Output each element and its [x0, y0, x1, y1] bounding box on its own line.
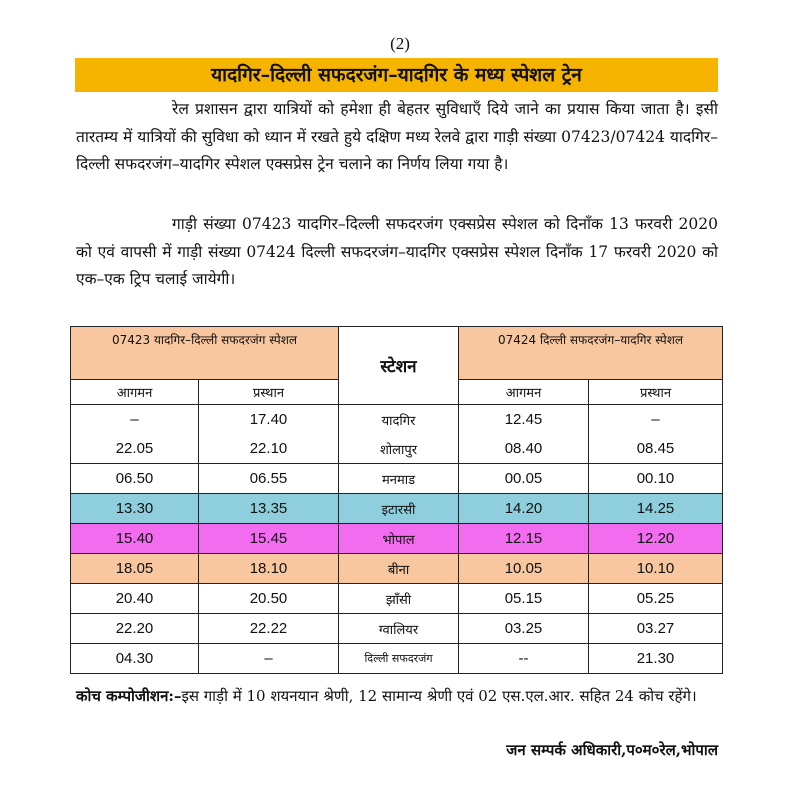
table-row	[71, 554, 723, 584]
departure-header: प्रस्थान	[199, 380, 339, 405]
departure-cell: 15.45	[199, 524, 339, 554]
arrival-cell: 05.15	[459, 584, 589, 614]
departure-cell: 06.55	[199, 464, 339, 494]
signature: जन सम्पर्क अधिकारी,प०म०रेल,भोपाल	[506, 741, 718, 759]
arrival-cell: 10.05	[459, 554, 589, 584]
station-cell: यादगिर	[339, 405, 459, 435]
page-number: (2)	[390, 34, 410, 53]
departure-cell: 10.10	[589, 554, 723, 584]
coach-composition-text: इस गाड़ी में 10 शयनयान श्रेणी, 12 सामान्य श्रेणी एवं 02 एस.एल.आर. सहित 24 कोच रहेंगे।	[181, 687, 697, 705]
coach-composition	[76, 684, 718, 709]
station-cell: मनमाड	[339, 464, 459, 494]
departure-cell: 18.10	[199, 554, 339, 584]
departure-cell: 21.30	[589, 644, 723, 674]
coach-composition-label: कोच कम्पोजीशन:–	[76, 687, 182, 705]
paragraph-schedule: गाड़ी संख्या 07423 यादगिर–दिल्ली सफदरजंग एक्सप्रेस स्पेशल को दिनाँक 13 फरवरी 2020 को एवं वापसी में गाड़ी संख्या 07424 दिल्ली सफदरजंग–यादगिर एक्सप्रेस स्पेशल दिनाँक 17 फरवरी 2020 को एक–एक ट्रिप चलाई जायेगी।	[76, 215, 718, 288]
arrival-cell: --	[459, 644, 589, 674]
table-row	[71, 434, 723, 464]
departure-cell: 13.35	[199, 494, 339, 524]
arrival-cell: 22.20	[71, 614, 199, 644]
departure-cell: 00.10	[589, 464, 723, 494]
arrival-cell: 04.30	[71, 644, 199, 674]
table-row	[71, 464, 723, 494]
departure-header: प्रस्थान	[589, 380, 723, 405]
departure-cell: 22.22	[199, 614, 339, 644]
departure-cell: 03.27	[589, 614, 723, 644]
arrival-header: आगमन	[459, 380, 589, 405]
arrival-header: आगमन	[71, 380, 199, 405]
arrival-cell: 03.25	[459, 614, 589, 644]
station-cell: दिल्ली सफदरजंग	[339, 644, 459, 674]
departure-cell: 17.40	[199, 405, 339, 435]
departure-cell: –	[589, 405, 723, 435]
departure-cell: 08.45	[589, 434, 723, 464]
station-cell: शोलापुर	[339, 434, 459, 464]
arrival-cell: 06.50	[71, 464, 199, 494]
station-cell: भोपाल	[339, 524, 459, 554]
arrival-cell: –	[71, 405, 199, 435]
arrival-cell: 22.05	[71, 434, 199, 464]
table-row	[71, 614, 723, 644]
departure-cell: –	[199, 644, 339, 674]
departure-cell: 14.25	[589, 494, 723, 524]
table-row	[71, 644, 723, 674]
station-column-header: स्टेशन	[339, 327, 459, 405]
station-cell: ग्वालियर	[339, 614, 459, 644]
arrival-cell: 08.40	[459, 434, 589, 464]
departure-cell: 20.50	[199, 584, 339, 614]
paragraph-intro: रेल प्रशासन द्वारा यात्रियों को हमेशा ही बेहतर सुविधाएँ दिये जाने का प्रयास किया जाता है। इसी तारतम्य में यात्रियों की सुविधा को ध्यान में रखते हुये दक्षिण मध्य रेलवे द्वारा गाड़ी संख्या 07423/07424 यादगिर–दिल्ली सफदरजंग–यादगिर स्पेशल एक्सप्रेस ट्रेन चलाने का निर्णय लिया गया है।	[76, 100, 718, 173]
table-row	[71, 494, 723, 524]
arrival-cell: 15.40	[71, 524, 199, 554]
table-header-row	[71, 327, 723, 380]
departure-cell: 05.25	[589, 584, 723, 614]
arrival-cell: 14.20	[459, 494, 589, 524]
arrival-cell: 13.30	[71, 494, 199, 524]
arrival-cell: 12.45	[459, 405, 589, 435]
schedule-table	[70, 326, 723, 674]
page-title: यादगिर–दिल्ली सफदरजंग–यादगिर के मध्य स्पेशल ट्रेन	[75, 58, 718, 92]
station-cell: बीना	[339, 554, 459, 584]
arrival-cell: 18.05	[71, 554, 199, 584]
train-07424-header: 07424 दिल्ली सफदरजंग–यादगिर स्पेशल	[459, 327, 723, 380]
station-cell: झाँसी	[339, 584, 459, 614]
departure-cell: 12.20	[589, 524, 723, 554]
table-row	[71, 524, 723, 554]
arrival-cell: 00.05	[459, 464, 589, 494]
train-07423-header: 07423 यादगिर–दिल्ली सफदरजंग स्पेशल	[71, 327, 339, 380]
departure-cell: 22.10	[199, 434, 339, 464]
table-row	[71, 584, 723, 614]
arrival-cell: 12.15	[459, 524, 589, 554]
arrival-cell: 20.40	[71, 584, 199, 614]
station-cell: इटारसी	[339, 494, 459, 524]
table-row	[71, 405, 723, 435]
